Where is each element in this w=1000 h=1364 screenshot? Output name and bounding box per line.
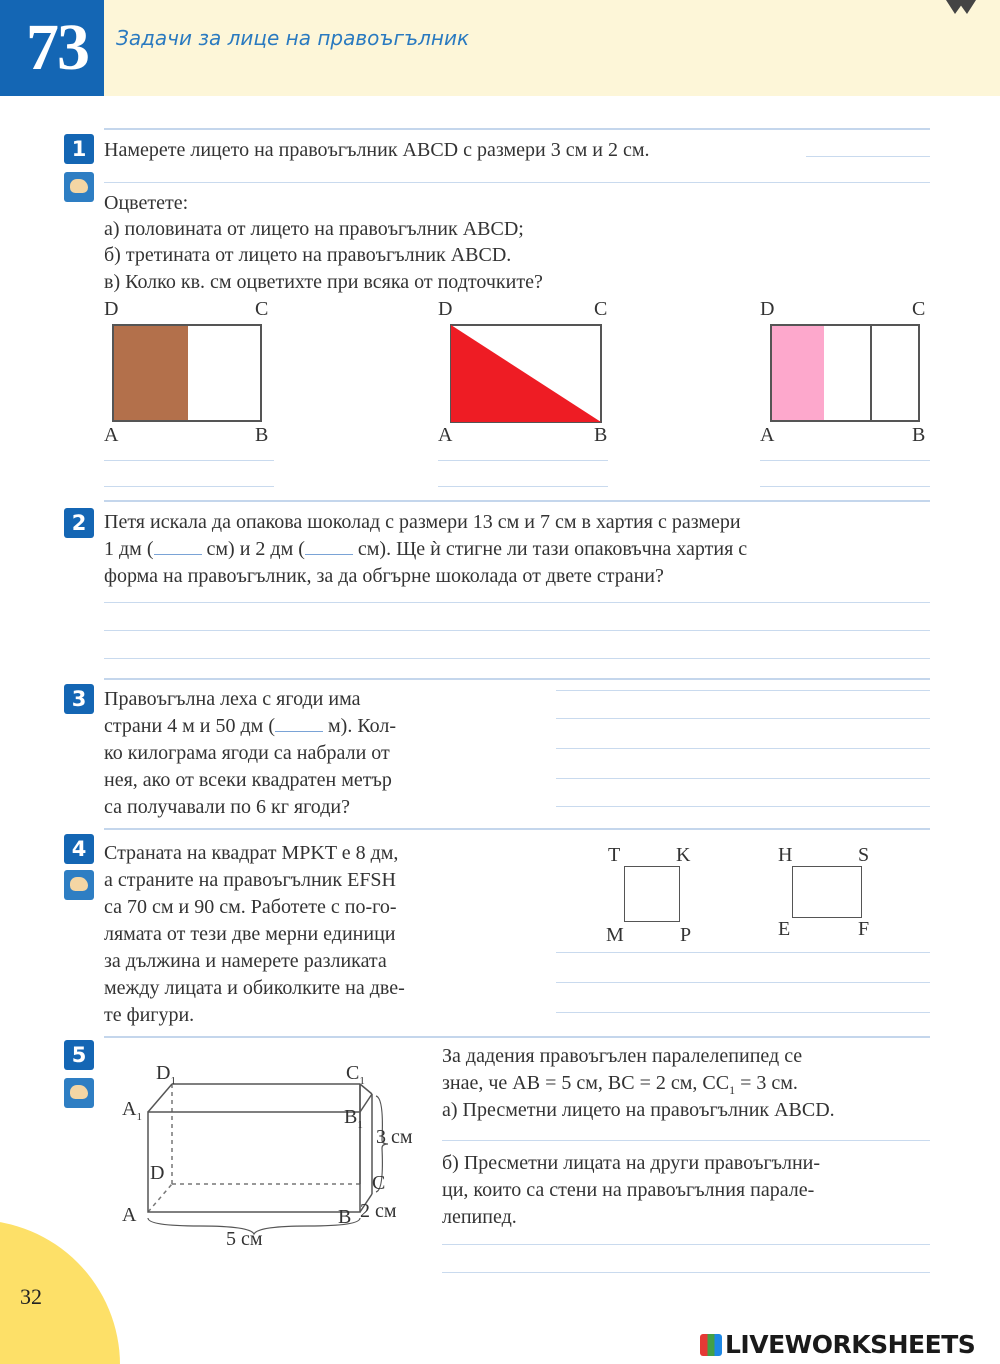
task-4-line-3: са 70 см и 90 см. Работете с по-го- xyxy=(104,896,397,918)
task-4-line-5: за дължина и намерете разликата xyxy=(104,950,387,972)
rule xyxy=(104,678,930,680)
task-5-item-b-line-1: б) Пресметни лицата на други правоъгълни- xyxy=(442,1152,821,1174)
letter: B xyxy=(344,1106,358,1128)
vertex-label-b: B xyxy=(912,424,926,446)
task-4-badge: 4 xyxy=(64,834,94,864)
task-4-line-2: а страните на правоъгълник EFSH xyxy=(104,869,397,891)
task-3-line-4: нея, ако от всеки квадратен метър xyxy=(104,769,392,791)
task-3-line-3: ко килограма ягоди са набрали от xyxy=(104,742,390,764)
blank-input[interactable] xyxy=(275,714,323,732)
text: страни 4 м и 50 дм ( xyxy=(104,715,275,737)
pencil-task-icon xyxy=(64,870,94,900)
task-4-line-4: лямата от тези две мерни единици xyxy=(104,923,396,945)
answer-line[interactable] xyxy=(556,806,930,807)
rule xyxy=(104,828,930,830)
rectangle-triangle-shaded[interactable] xyxy=(450,324,604,424)
answer-line[interactable] xyxy=(556,1012,930,1013)
answer-line[interactable] xyxy=(806,156,930,157)
letter: C xyxy=(346,1062,360,1084)
pencil-task-icon xyxy=(64,172,94,202)
vertex-label-c: C xyxy=(255,298,269,320)
answer-line[interactable] xyxy=(442,1140,930,1141)
vertex-label-b: B xyxy=(255,424,269,446)
answer-line[interactable] xyxy=(442,1272,930,1273)
vertex-label-k: K xyxy=(676,844,691,866)
vertex-label-c: C xyxy=(912,298,926,320)
vertex-label-s: S xyxy=(858,844,870,866)
text: м). Кол- xyxy=(323,715,397,737)
task-2-badge: 2 xyxy=(64,508,94,538)
vertex-label-p: P xyxy=(680,924,692,946)
page-corner-decoration xyxy=(0,1220,120,1364)
task-5-badge: 5 xyxy=(64,1040,94,1070)
edge xyxy=(148,1084,172,1112)
width-label: 2 см xyxy=(360,1200,397,1222)
page-number: 32 xyxy=(20,1284,42,1309)
answer-line[interactable] xyxy=(556,718,930,719)
letter: A xyxy=(122,1098,137,1120)
lesson-number: 73 xyxy=(26,11,88,84)
vertex-label-d: D xyxy=(150,1162,165,1184)
rule xyxy=(104,1036,930,1038)
vertex-label-d: D xyxy=(104,298,119,320)
task-1-item-a: а) половината от лицето на правоъгълник ABCD; xyxy=(104,218,524,240)
answer-line[interactable] xyxy=(438,460,608,461)
vertex-label-b: B xyxy=(338,1206,352,1228)
task-1-badge: 1 xyxy=(64,134,94,164)
vertex-label-a: A xyxy=(438,424,453,446)
vertex-label-a: A xyxy=(122,1204,137,1226)
hidden-edge xyxy=(148,1184,172,1212)
letter: D xyxy=(156,1062,171,1084)
vertex-label-a1 xyxy=(122,1098,142,1123)
task-3-badge: 3 xyxy=(64,684,94,714)
subscript: 1 xyxy=(170,1075,176,1087)
task-2-line-3: форма на правоъгълник, за да обгърне шоколада от двете страни? xyxy=(104,565,664,587)
vertex-label-c: C xyxy=(594,298,608,320)
answer-line[interactable] xyxy=(104,658,930,659)
answer-line[interactable] xyxy=(104,460,274,461)
liveworksheets-logo-icon xyxy=(700,1334,722,1356)
task-3-line-5: са получавали по 6 кг ягоди? xyxy=(104,796,350,818)
watermark xyxy=(700,1330,975,1359)
task-5-item-a: а) Пресметни лицето на правоъгълник ABCD. xyxy=(442,1099,835,1121)
task-1-item-c: в) Колко кв. см оцветихте при всяка от подточките? xyxy=(104,271,543,293)
answer-line[interactable] xyxy=(442,1244,930,1245)
answer-line[interactable] xyxy=(556,952,930,953)
subscript: 1 xyxy=(359,1075,365,1087)
length-label: 5 см xyxy=(226,1228,263,1250)
front-face xyxy=(148,1112,360,1212)
answer-line[interactable] xyxy=(556,778,930,779)
text: знае, че AB = 5 см, BC = 2 см, CC xyxy=(442,1072,730,1094)
subscript: 1 xyxy=(136,1111,142,1123)
vertex-label-c: C xyxy=(372,1172,386,1194)
answer-line[interactable] xyxy=(556,982,930,983)
vertex-label-b: B xyxy=(594,424,608,446)
answer-line[interactable] xyxy=(104,630,930,631)
task-5-line-1: За дадения правоъгълен паралелепипед се xyxy=(442,1045,803,1067)
answer-line[interactable] xyxy=(760,460,930,461)
text: 1 дм ( xyxy=(104,538,154,560)
task-3-line-1: Правоъгълна леха с ягоди има xyxy=(104,688,361,710)
task-1-instruction-title: Оцветете: xyxy=(104,192,189,214)
vertex-label-h: H xyxy=(778,844,793,866)
vertex-label-a: A xyxy=(760,424,775,446)
lesson-number-box xyxy=(0,0,104,96)
vertex-label-t: T xyxy=(608,844,621,866)
task-1-item-b: б) третината от лицето на правоъгълник ABCD. xyxy=(104,244,512,266)
height-label: 3 см xyxy=(376,1126,413,1148)
task-1-statement: Намерете лицето на правоъгълник ABCD с размери 3 см и 2 см. xyxy=(104,139,650,161)
vertex-label-m: M xyxy=(606,924,624,946)
vertex-label-d: D xyxy=(760,298,775,320)
watermark-text: LIVEWORKSHEETS xyxy=(725,1330,976,1359)
square-mpkt[interactable] xyxy=(624,866,680,922)
task-2-line-1: Петя искала да опакова шоколад с размери 13 см и 7 см в хартия с размери xyxy=(104,511,741,533)
answer-line[interactable] xyxy=(760,486,930,487)
subscript: 1 xyxy=(357,1119,363,1131)
rectangle-half-shaded[interactable] xyxy=(112,324,262,422)
rule xyxy=(104,500,930,502)
text: см). Ще ѝ стигне ли тази опаковъчна хартия с xyxy=(352,538,748,560)
vertex-label-d1 xyxy=(156,1062,176,1087)
answer-line[interactable] xyxy=(104,182,930,183)
divider xyxy=(870,326,872,420)
vertex-label-d: D xyxy=(438,298,453,320)
subscript: 1 xyxy=(729,1083,736,1097)
vertex-label-c1 xyxy=(346,1062,365,1087)
task-3-line-2 xyxy=(104,713,396,740)
answer-line[interactable] xyxy=(556,748,930,749)
answer-line[interactable] xyxy=(438,486,608,487)
task-5-item-b-line-3: лепипед. xyxy=(442,1206,517,1228)
blank-input[interactable] xyxy=(305,537,353,555)
text: = 3 см. xyxy=(735,1072,798,1094)
answer-line[interactable] xyxy=(104,486,274,487)
task-2-line-2 xyxy=(104,536,747,563)
vertex-label-b1 xyxy=(344,1106,363,1131)
vertex-label-f: F xyxy=(858,918,870,940)
answer-line[interactable] xyxy=(104,602,930,603)
lesson-title: Задачи за лице на правоъгълник xyxy=(116,26,470,50)
vertex-label-e: E xyxy=(778,918,791,940)
blank-input[interactable] xyxy=(154,537,202,555)
rectangle-third-shaded[interactable] xyxy=(770,324,920,422)
vertex-label-a: A xyxy=(104,424,119,446)
task-4-line-7: те фигури. xyxy=(104,1004,195,1026)
task-4-line-6: между лицата и обиколките на две- xyxy=(104,977,405,999)
answer-line[interactable] xyxy=(556,690,930,691)
pencil-task-icon xyxy=(64,1078,94,1108)
shaded-third xyxy=(772,326,824,420)
rule xyxy=(104,128,930,130)
task-4-line-1: Страната на квадрат MPKT е 8 дм, xyxy=(104,842,399,864)
shaded-half xyxy=(114,326,188,420)
task-5-item-b-line-2: ци, които са стени на правоъгълния парале- xyxy=(442,1179,815,1201)
rectangle-efsh[interactable] xyxy=(792,866,862,918)
text: см) и 2 дм ( xyxy=(201,538,305,560)
